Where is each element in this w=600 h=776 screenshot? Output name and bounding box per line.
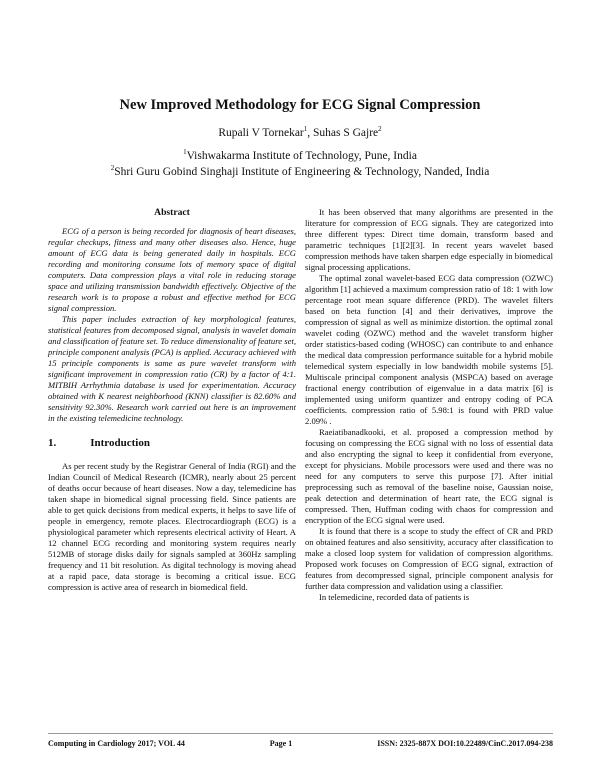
affiliation-1-text: Vishwakarma Institute of Technology, Pune, India	[186, 150, 417, 162]
author-1: Rupali V Tornekar	[218, 127, 304, 139]
body-paragraph-1: It has been observed that many algorithms are presented in the literature for compression of ECG signals. They are categorized into three different types: Direct time domain, transform based and parametric techniques [1][2][3]. In recent years wavelet based compression methods have taken sharpen edge especially in biomedical signal processing applications.	[305, 207, 553, 272]
page-footer	[48, 733, 553, 748]
affiliation-2	[0, 166, 600, 178]
author-1-sup: 1	[303, 125, 308, 134]
left-column	[48, 207, 296, 593]
author-line	[0, 127, 600, 139]
body-paragraph-3: Raeiatibanadkooki, et al. proposed a compression method by focusing on compressing the ECG signal with no loss of essential data and also encrypting the signal to keep it confidential from everyone, except for physicians. Mobile processors were used and there was no need for any computers to serve this purpose [7]. After initial preprocessing such as removal of the baseline noise, Gaussian noise, peak detection and determination of heart rate, the ECG signal is compressed. Then, Huffman coding with chaos for compression and encryption of the ECG signal were used.	[305, 427, 553, 525]
abstract-heading: Abstract	[154, 207, 190, 218]
right-column	[305, 207, 553, 603]
abstract-section	[48, 207, 296, 424]
affiliation-2-sup: 2	[110, 164, 115, 173]
affiliation-1-sup: 1	[183, 148, 187, 157]
author-separator: ,	[307, 127, 313, 139]
section-number: 1.	[48, 437, 57, 449]
section-title: Introduction	[90, 437, 150, 449]
intro-paragraph-1: As per recent study by the Registrar General of India (RGI) and the Indian Council of Medical Research (ICMR), nearly about 25 percent of deaths occur because of heart diseases. Now a day, telemedicine has taken shape in biomedical signal processing field. Since patients are able to get quick decisions from medical experts, it helps to save life of people in emergency, remote places. Electrocardiograph (ECG) is a physiological parameter which represents electrical activity of Heart. A 12 channel ECG recording and monitoring system requires nearly 512MB of storage disks daily for signals sampled at 360Hz sampling frequency and 11 bit resolution. As digital technology is moving ahead at a rapid pace, data storage is becoming a critical issue. ECG compression is active area of research in biomedical field.	[48, 461, 296, 592]
affiliation-2-text: Shri Guru Gobind Singhaji Institute of Engineering & Technology, Nanded, India	[114, 166, 490, 178]
introduction-body	[48, 461, 296, 593]
paper-title: New Improved Methodology for ECG Signal Compression	[119, 97, 481, 113]
author-2: Suhas S Gajre	[313, 127, 379, 139]
footer-journal: Computing in Cardiology 2017; VOL 44	[48, 739, 185, 748]
introduction-heading	[48, 438, 296, 449]
body-paragraph-5: In telemedicine, recorded data of patients is	[319, 592, 470, 602]
abstract-paragraph-1: ECG of a person is being recorded for diagnosis of heart diseases, regular checkups, fitness and many other diseases also. Hence, huge amount of ECG data is being generated daily in hospitals. ECG recording and monitoring consume lots of memory space of digital computers. Data compression plays a vital role in reducing storage space and utilizing transmission bandwidth effectively. Objective of the research work is to propose a robust and effective method for ECG signal compression.	[48, 226, 296, 313]
footer-issn-doi: ISSN: 2325-887X DOI:10.22489/CinC.2017.094-238	[377, 739, 553, 748]
body-paragraph-2: The optimal zonal wavelet-based ECG data compression (OZWC) algorithm [1] achieved a maximum compression ratio of 18: 1 with low percentage root mean square difference (PRD). The wavelet filters based on beta function [4] and their derivatives, improve the compression of signal as well as minimize distortion. the optimal zonal wavelet coding (OZWC) method and the wavelet transform higher order statistics-based coding (WHOSC) can contribute to and enhance the medical data compression performance suitable for a hybrid mobile telemedical system especially in low bandwidth mobile systems [5]. Multiscale principal component analysis (MSPCA) based on average fractional energy contribution of eigenvalue in a data matrix [6] is implemented using uniform quantizer and entropy coding of PCA coefficients. compression ratio of 5.98:1 is found with PRD value 2.09% .	[305, 273, 553, 426]
affiliation-1	[0, 150, 600, 162]
abstract-paragraph-2: This paper includes extraction of key morphological features, statistical features from decomposed signal, analysis in wavelet domain and classification of feature set. To reduce dimensionality of feature set, principle component analysis (PCA) is applied. Accuracy achieved with 15 principle components is same as pure wavelet transform with significant improvement in compression ratio (CR) by a factor of 4:1. MITBIH Arrhythmia database is used for experimentation. Accuracy obtained with K nearest neighborhood (KNN) classifier is 82.60% and sensitivity 92.30%. Research work carried out here is an improvement in the existing telemedicine technology.	[48, 314, 296, 423]
footer-page: Page 1	[269, 739, 293, 748]
body-paragraph-4: It is found that there is a scope to study the effect of CR and PRD on obtained features and also sensitivity, accuracy after classification to make a closed loop system for validation of compression algorithms. Proposed work focuses on Compression of ECG signal, extraction of features from decompressed signal, principle component analysis for further data compression and validation using a classifier.	[305, 526, 553, 591]
author-2-sup: 2	[378, 125, 382, 134]
